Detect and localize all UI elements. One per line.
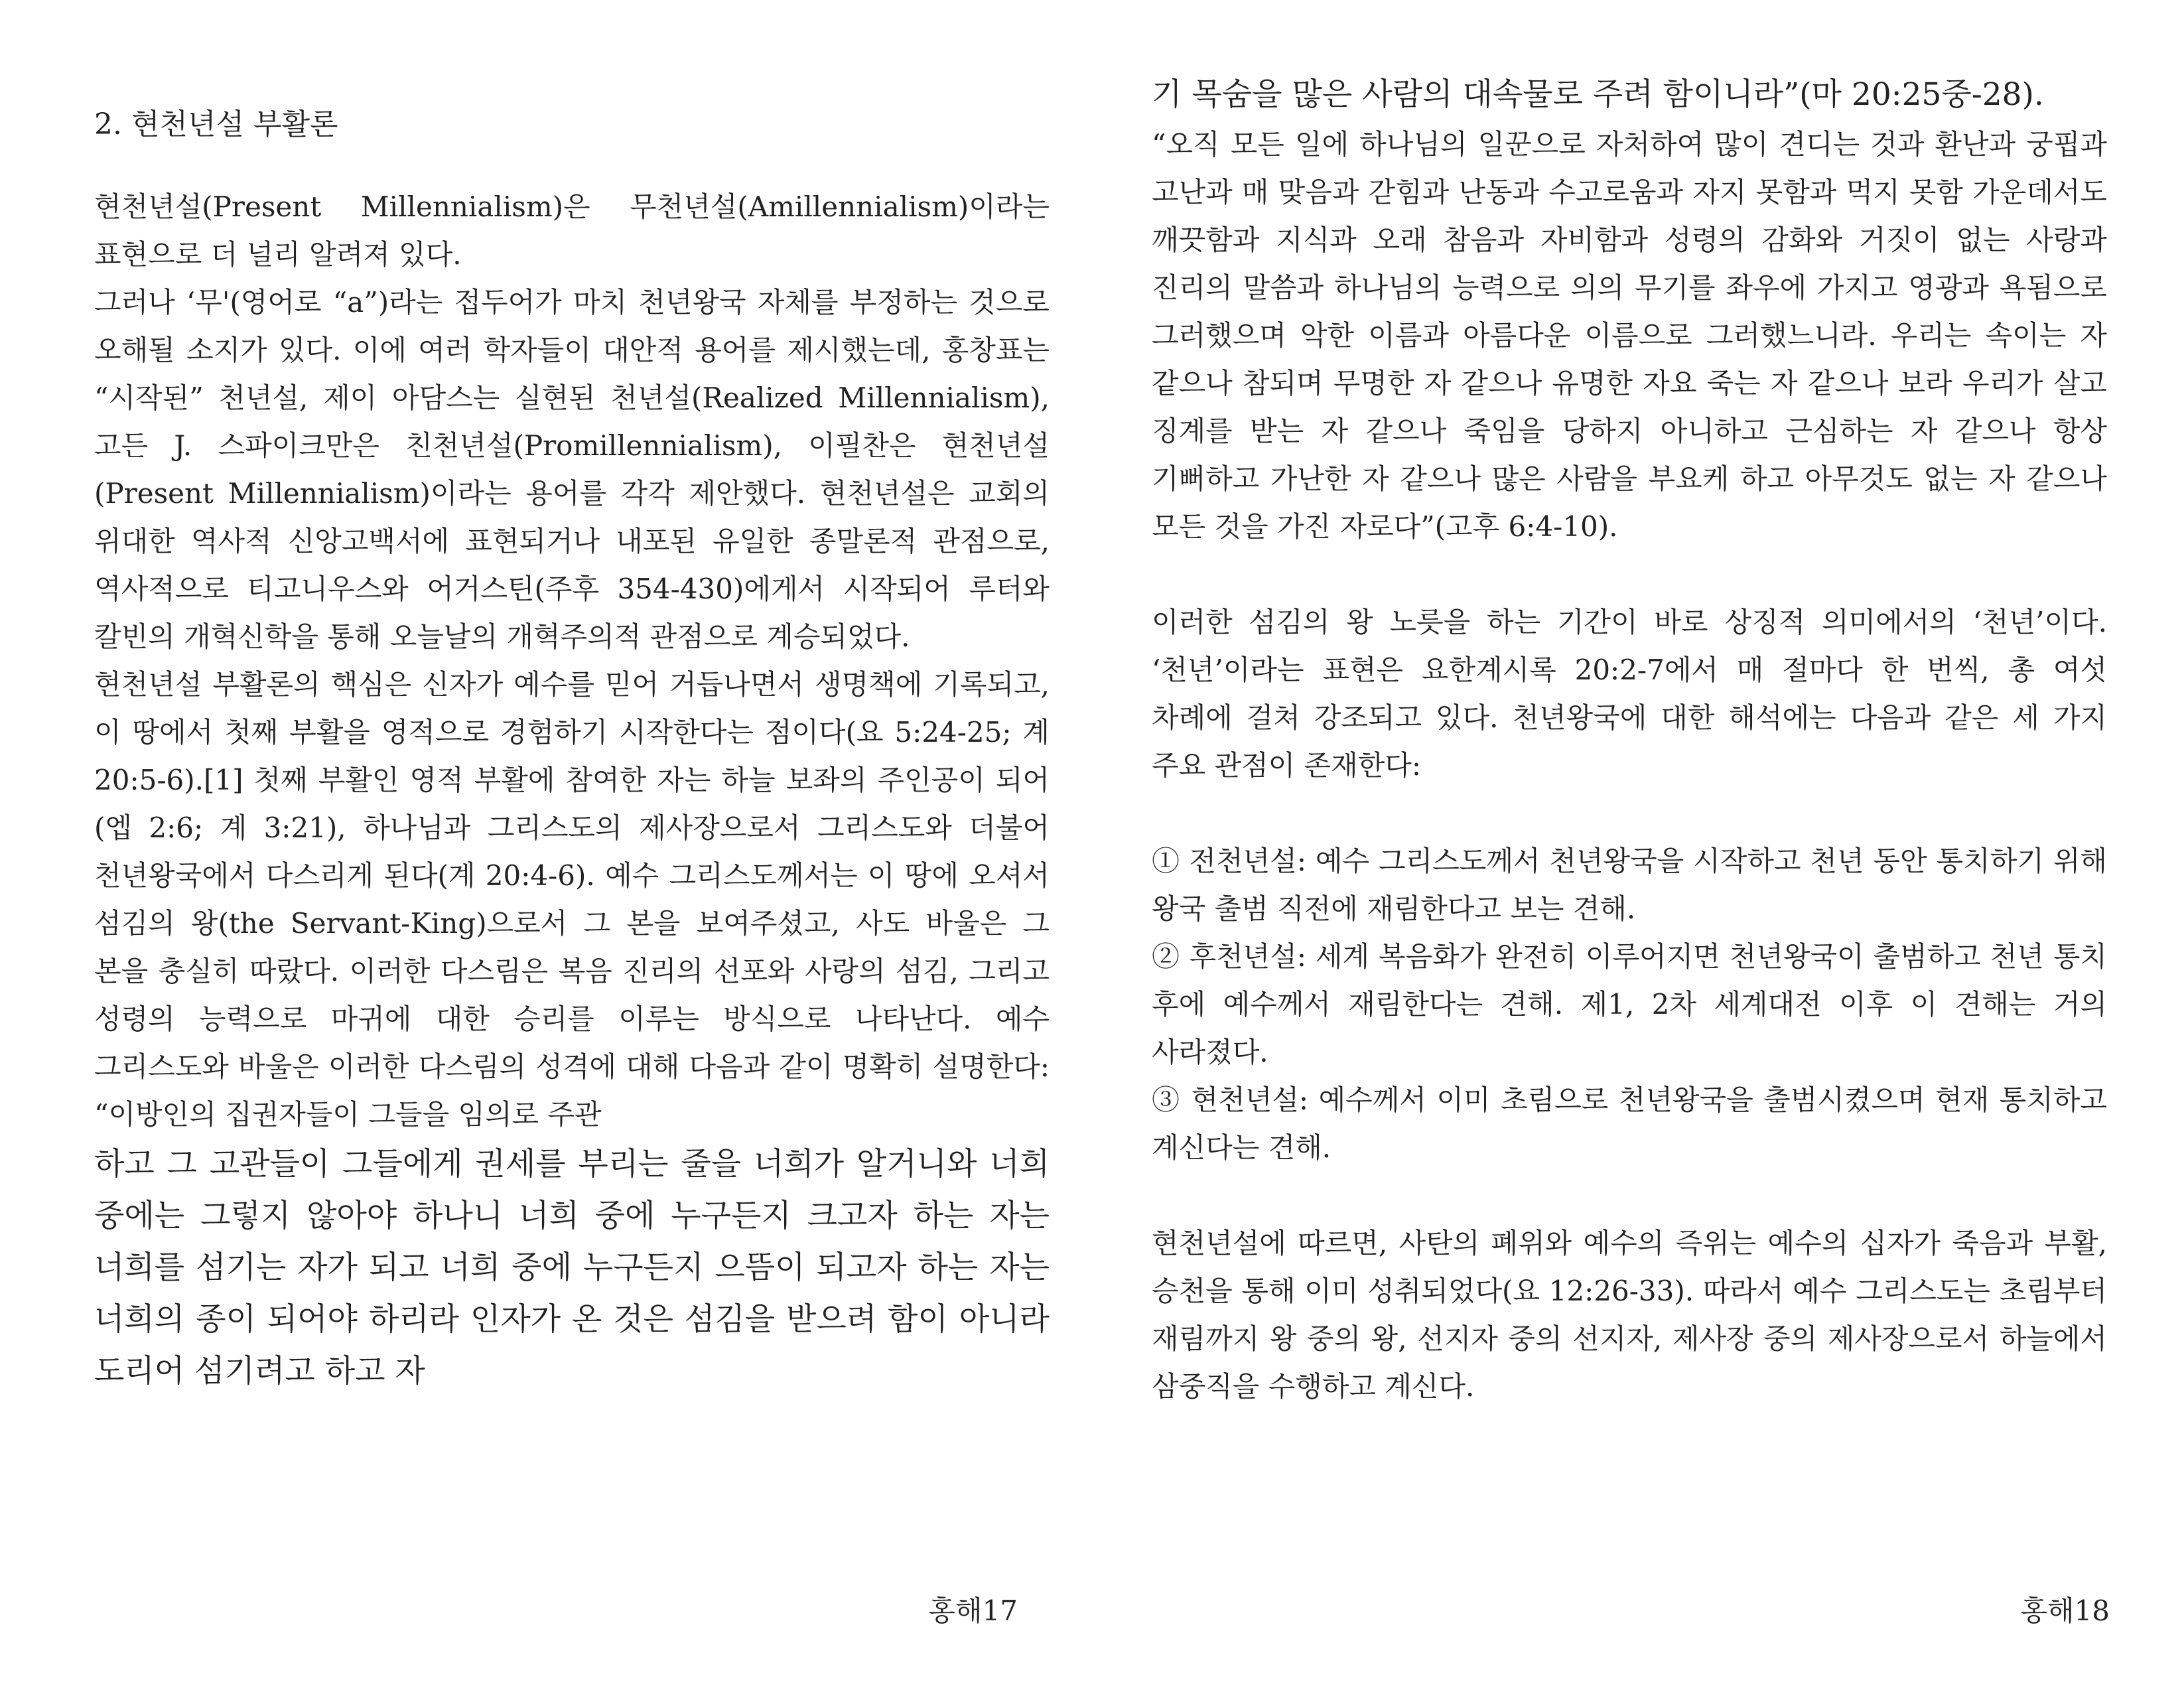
left-body — [94, 183, 1050, 1397]
paragraph-gap — [1152, 790, 2107, 837]
paragraph: “오직 모든 일에 하나님의 일꾼으로 자처하여 많이 견디는 것과 환난과 궁핍과 고난과 매 맞음과 갇힘과 난동과 수고로움과 자지 못함과 먹지 못함 가운데서도 깨끗함과 지식과 오래 참음과 자비함과 성령의 감화와 거짓이 없는 사랑과 진리의 말씀과 하나님의 능력으로 의의 무기를 좌우에 가지고 영광과 욕됨으로 그러했으며 악한 이름과 아름다운 이름으로 그러했느니라. 우리는 속이는 자 같으나 참되며 무명한 자 같으나 유명한 자요 죽는 자 같으나 보라 우리가 살고 징계를 받는 자 같으나 죽임을 당하지 아니하고 근심하는 자 같으나 항상 기뻐하고 가난한 자 같으나 많은 사람을 부요케 하고 아무것도 없는 자 같으나 모든 것을 가진 자로다”(고후 6:4-10). — [1152, 128, 2107, 543]
section-heading: 2. 현천년설 부활론 — [94, 107, 338, 141]
view-item: ① 전천년설: 예수 그리스도께서 천년왕국을 시작하고 천년 동안 통치하기 위해 왕국 출범 직전에 재림한다고 보는 견해. — [1152, 845, 2107, 925]
page-number: 홍해17 — [928, 1594, 1018, 1627]
paragraph: 그러나 ‘무'(영어로 “a”)라는 접두어가 마치 천년왕국 자체를 부정하는 것으로 오해될 소지가 있다. 이에 여러 학자들이 대안적 용어를 제시했는데, 홍창표는 “시작된” 천년설, 제이 아담스는 실현된 천년설(Realized Millennialism), 고든 J. 스파이크만은 친천년설(Promillennialism), 이필찬은 현천년설(Present Millennialism)이라는 용어를 각각 제안했다. 현천년설은 교회의 위대한 역사적 신앙고백서에 표현되거나 내포된 유일한 종말론적 관점으로, 역사적으로 티고니우스와 어거스틴(주후 354-430)에게서 시작되어 루터와 칼빈의 개혁신학을 통해 오늘날의 개혁주의적 관점으로 계승되었다. — [94, 286, 1050, 653]
paragraph: 현천년설(Present Millennialism)은 무천년설(Amillennialism)이라는 표현으로 더 널리 알려져 있다. — [94, 190, 1050, 271]
page-number: 홍해18 — [2020, 1594, 2110, 1627]
view-item: ③ 현천년설: 예수께서 이미 초림으로 천년왕국을 출범시켰으며 현재 통치하고 계신다는 견해. — [1152, 1084, 2107, 1164]
quote-continuation: 기 목숨을 많은 사람의 대속물로 주려 함이니라”(마 20:25중-28). — [1152, 76, 2044, 113]
right-body — [1152, 69, 2107, 1411]
right-page — [1092, 0, 2184, 1692]
paragraph-gap — [1152, 551, 2107, 599]
paragraph-gap — [1152, 1172, 2107, 1220]
paragraph: 현천년설 부활론의 핵심은 신자가 예수를 믿어 거듭나면서 생명책에 기록되고, 이 땅에서 첫째 부활을 영적으로 경험하기 시작한다는 점이다(요 5:24-25; 계 20:5-6).[1] 첫째 부활인 영적 부활에 참여한 자는 하늘 보좌의 주인공이 되어(엡 2:6; 계 3:21), 하나님과 그리스도의 제사장으로서 그리스도와 더불어 천년왕국에서 다스리게 된다(계 20:4-6). 예수 그리스도께서는 이 땅에 오셔서 섬김의 왕(the Servant-King)으로서 그 본을 보여주셨고, 사도 바울은 그 본을 충실히 따랐다. 이러한 다스림은 복음 진리의 선포와 사랑의 섬김, 그리고 성령의 능력으로 마귀에 대한 승리를 이루는 방식으로 나타난다. 예수 그리스도와 바울은 이러한 다스림의 성격에 대해 다음과 같이 명확히 설명한다: “이방인의 집권자들이 그들을 임의로 주관 — [94, 668, 1050, 1131]
paragraph: 현천년설에 따르면, 사탄의 폐위와 예수의 즉위는 예수의 십자가 죽음과 부활, 승천을 통해 이미 성취되었다(요 12:26-33). 따라서 예수 그리스도는 초림부터 재림까지 왕 중의 왕, 선지자 중의 선지자, 제사장 중의 제사장으로서 하늘에서 삼중직을 수행하고 계신다. — [1152, 1227, 2107, 1403]
view-item: ② 후천년설: 세계 복음화가 완전히 이루어지면 천년왕국이 출범하고 천년 통치 후에 예수께서 재림한다는 견해. 제1, 2차 세계대전 이후 이 견해는 거의 사라졌다. — [1152, 940, 2107, 1068]
quote-paragraph: 하고 그 고관들이 그들에게 권세를 부리는 줄을 너희가 알거니와 너희 중에는 그렇지 않아야 하나니 너희 중에 누구든지 크고자 하는 자는 너희를 섬기는 자가 되고 너희 중에 누구든지 으뜸이 되고자 하는 자는 너희의 종이 되어야 하리라 인자가 온 것은 섬김을 받으려 함이 아니라 도리어 섬기려고 하고 자 — [94, 1146, 1050, 1389]
paragraph: 이러한 섬김의 왕 노릇을 하는 기간이 바로 상징적 의미에서의 ‘천년’이다. ‘천년’이라는 표현은 요한계시록 20:2-7에서 매 절마다 한 번씩, 총 여섯 차례에 걸쳐 강조되고 있다. 천년왕국에 대한 해석에는 다음과 같은 세 가지 주요 관점이 존재한다: — [1152, 606, 2107, 782]
